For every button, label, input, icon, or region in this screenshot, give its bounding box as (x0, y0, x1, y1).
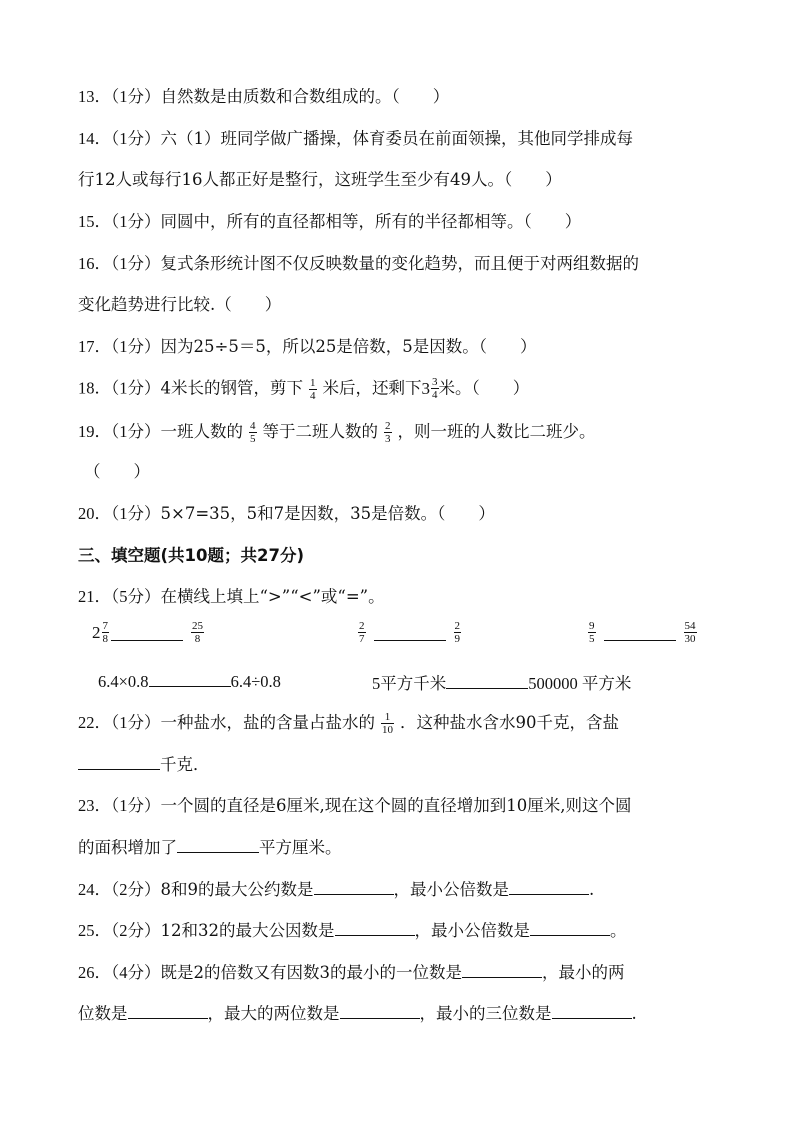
question-number: 14．（1分） (78, 129, 161, 148)
comparison-5: 5平方千米 500000 平方米 (372, 674, 632, 693)
question-number: 24．（2分） (78, 880, 161, 899)
question-number: 17．（1分） (78, 337, 161, 356)
question-number: 18．（1分） (78, 378, 161, 398)
question-number: 13．（1分） (78, 87, 161, 106)
question-number: 21．（5分） (78, 587, 161, 606)
section-heading: 三、填空题(共10题；共27分) (78, 546, 305, 565)
question-23: 23．（1分）一个圆的直径是6厘米,现在这个圆的直径增加到10厘米,则这个圆 (78, 796, 632, 815)
question-22: 22．（1分）一种盐水，盐的含量占盐水的 $\frac{1}{10}$ ．这种盐水含水90千克，含盐 (78, 711, 619, 736)
answer-blank[interactable] (374, 640, 446, 641)
answer-blank[interactable] (446, 672, 528, 689)
question-21 (78, 586, 385, 608)
question-text: 5×7=35，5和7是因数，35是倍数。（ ） (160, 504, 495, 523)
question-number: 20．（1分） (78, 504, 161, 523)
answer-blank[interactable] (177, 836, 259, 853)
question-26: 26．（4分）既是2的倍数又有因数3的最小的一位数是 ，最小的两 (78, 963, 625, 982)
fraction: $\frac{1}{4}$ (310, 376, 316, 402)
question-text: 变化趋势进行比较.（ ） (78, 295, 282, 314)
question-number: 15．（1分） (78, 212, 161, 231)
mixed-number: 2 $\frac{7}{8}$ (92, 620, 108, 645)
answer-blank[interactable] (552, 1002, 632, 1019)
answer-blank[interactable] (149, 670, 231, 687)
fraction: $\frac{25}{8}$ (192, 620, 203, 645)
question-number: 25．（2分） (78, 921, 161, 940)
fraction: $\frac{2}{9}$ (454, 620, 460, 645)
answer-blank[interactable] (335, 919, 415, 936)
question-19: 19．（1分）一班人数的 $\frac{4}{5}$ 等于二班人数的 $\frac{2}{3}$ ，则一班的人数比二班少。 (78, 420, 596, 445)
question-16-line-1 (78, 253, 639, 275)
comparison-2 (352, 620, 467, 645)
fraction: $\frac{4}{5}$ (250, 420, 256, 445)
question-22-line-2: 千克． (78, 753, 210, 776)
answer-blank[interactable] (509, 878, 589, 895)
question-26-line-2: 位数是 ，最大的两位数是 ，最小的三位数是 . (78, 1004, 637, 1023)
question-14-line-2 (78, 169, 562, 191)
question-18: 18．（1分）4米长的钢管，剪下 $\frac{1}{4}$ 米后，还剩下 3 $\frac{3}{4}$ 米。（ ） (78, 376, 530, 402)
mixed-number: 3 $\frac{3}{4}$ (421, 376, 438, 401)
question-19-line-2: （ ） (84, 462, 150, 481)
question-16-line-2 (78, 294, 281, 316)
comparison-1 (92, 620, 210, 645)
question-text: 4米长的钢管，剪下 (160, 378, 303, 398)
question-number: 19．（1分） (78, 422, 161, 441)
question-23-line-2: 的面积增加了 平方厘米。 (78, 838, 342, 857)
comparison-3 (582, 620, 703, 645)
fraction: $\frac{9}{5}$ (589, 620, 595, 645)
question-text: 在横线上填上“>”“<”或“=”。 (160, 587, 385, 606)
answer-blank[interactable] (128, 1002, 208, 1019)
answer-blank[interactable] (78, 753, 160, 770)
fraction: $\frac{1}{10}$ (382, 711, 393, 736)
question-text: 同圆中，所有的直径都相等，所有的半径都相等。（ ） (160, 212, 582, 231)
question-text: 行12人或每行16人都正好是整行，这班学生至少有49人。（ ） (78, 170, 562, 189)
question-25: 25．（2分）12和32的最大公因数是 ，最小公倍数是 。 (78, 921, 627, 940)
question-text: 因为25÷5＝5，所以25是倍数，5是因数。（ ） (160, 337, 537, 356)
answer-blank[interactable] (111, 640, 183, 641)
question-number: 26．（4分） (78, 963, 161, 982)
question-text: 六（1）班同学做广播操，体育委员在前面领操，其他同学排成每 (160, 129, 633, 148)
comparison-4: 6.4×0.8 6.4÷0.8 (98, 672, 281, 691)
question-13 (78, 86, 449, 108)
question-24: 24．（2分）8和9的最大公约数是 ，最小公倍数是 . (78, 880, 595, 899)
question-number: 16．（1分） (78, 254, 161, 273)
question-14-line-1 (78, 128, 633, 150)
answer-blank[interactable] (340, 1002, 420, 1019)
answer-blank[interactable] (530, 919, 610, 936)
answer-blank[interactable] (462, 961, 542, 978)
answer-blank[interactable] (604, 640, 676, 641)
question-number: 23．（1分） (78, 796, 161, 815)
question-15 (78, 211, 581, 233)
answer-blank[interactable] (314, 878, 394, 895)
question-20 (78, 503, 495, 525)
question-number: 22．（1分） (78, 713, 161, 732)
question-text: 自然数是由质数和合数组成的。（ ） (160, 87, 450, 106)
fraction: $\frac{2}{7}$ (359, 620, 365, 645)
fraction: $\frac{54}{30}$ (684, 620, 696, 645)
fraction: $\frac{2}{3}$ (385, 420, 391, 445)
question-17 (78, 336, 537, 358)
question-text: 复式条形统计图不仅反映数量的变化趋势，而且便于对两组数据的 (160, 254, 639, 273)
